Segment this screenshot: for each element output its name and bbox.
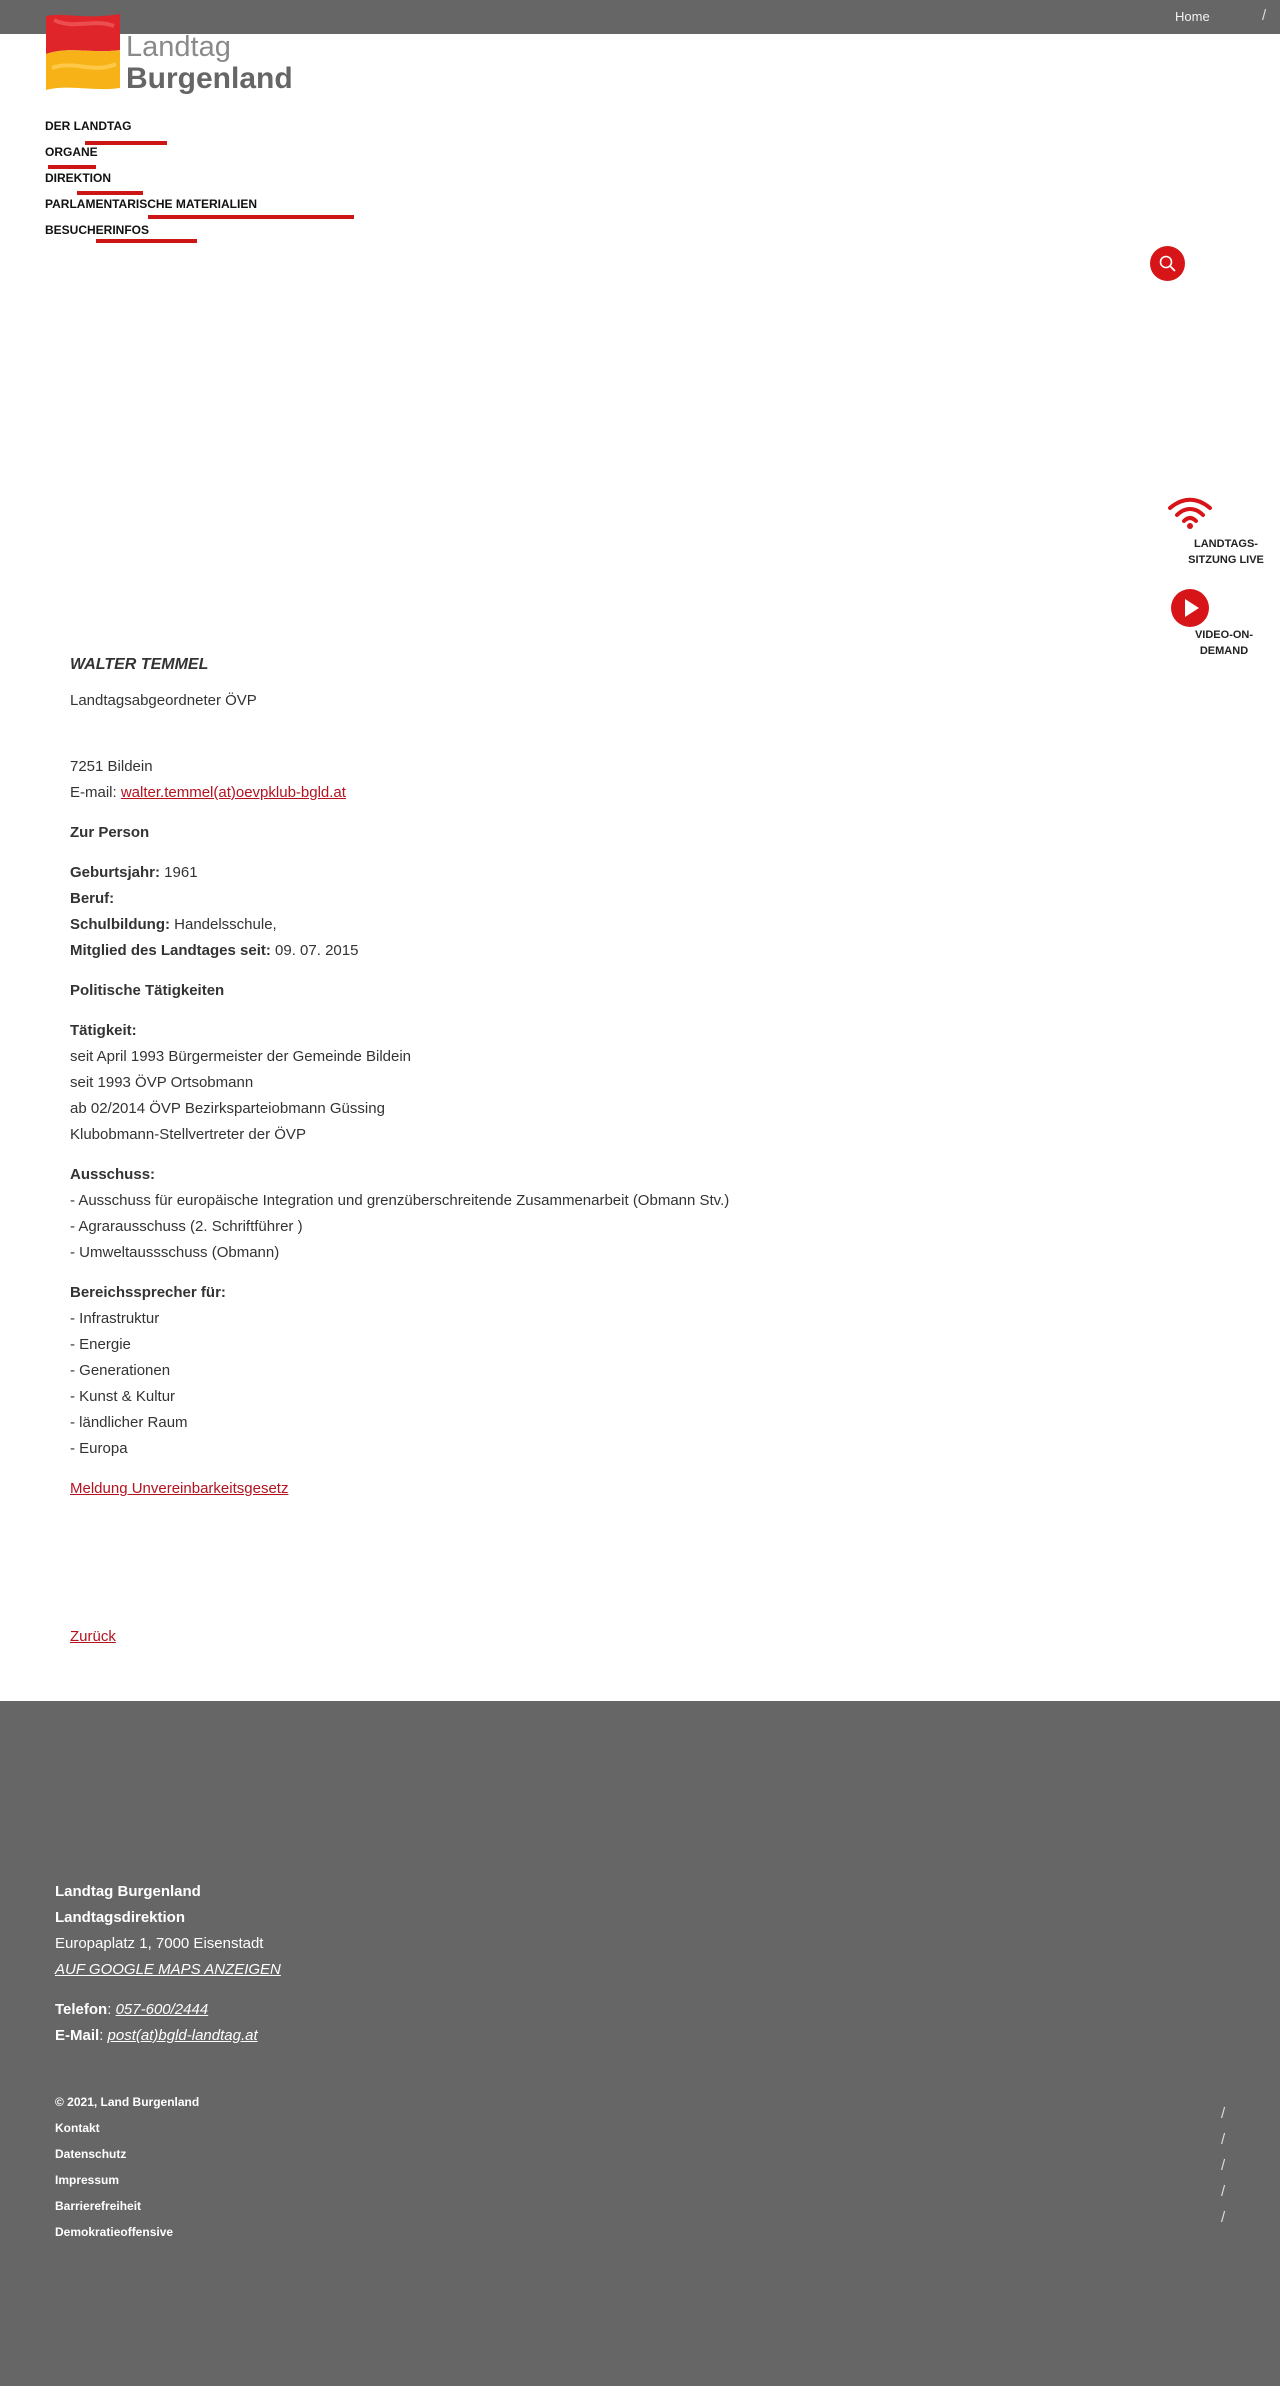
person-email-row [70,780,970,806]
nav-item-direktion[interactable] [45,171,257,197]
nav-underline [77,191,143,195]
search-button[interactable] [1150,246,1185,281]
person-role: Landtagsabgeordneter ÖVP [70,692,257,709]
vod-label-line2: DEMAND [1199,645,1249,657]
committee-item: - Umweltaussschuss (Obmann) [70,1244,280,1261]
footer-link-contact[interactable]: Kontakt [55,2121,100,2135]
footer-link-imprint[interactable]: Impressum [55,2173,120,2187]
footer-separator: / [1221,2105,1226,2122]
spacer [70,964,970,978]
live-label-line1: LANDTAGS- [1194,538,1258,550]
copyright: © 2021, Land Burgenland [55,2095,200,2109]
footer-email-link[interactable]: post(at)bgld-landtag.at [107,2027,258,2044]
profession-label: Beruf: [70,890,115,907]
person-address: 7251 Bildein [70,758,153,775]
committee-item: - Ausschuss für europäische Integration und grenzüberschreitende Zusammenarbeit (Obmann Stv.) [70,1192,730,1209]
home-link[interactable]: Home [1175,9,1210,24]
person-name: WALTER TEMMEL [70,656,209,673]
footer-separator: / [1221,2183,1226,2200]
activity-label: Tätigkeit: [70,1022,137,1039]
member-since-row [70,938,970,964]
education-value: Handelsschule, [169,916,277,933]
spacer [55,1983,281,1997]
profession-row [70,886,970,912]
nav-underline [148,215,354,219]
nav-label: ORGANE [45,145,98,159]
member-since-value: 09. 07. 2015 [270,942,359,959]
top-bar-separator: / [1262,7,1267,24]
phone-link[interactable]: 057-600/2444 [115,2001,209,2018]
section-heading-politics: Politische Tätigkeiten [70,982,225,999]
activity-item: ab 02/2014 ÖVP Bezirksparteiobmann Güssing [70,1100,385,1117]
footer-address [55,1879,281,2049]
footer [0,1701,1280,2386]
spacer [70,806,970,820]
nav-underline [48,165,96,169]
footer-email-label: E-Mail [55,2027,100,2044]
footer-link-privacy[interactable]: Datenschutz [55,2147,127,2161]
spokesperson-item: - Kunst & Kultur [70,1388,176,1405]
birth-year-row [70,860,970,886]
nav-label: DIREKTION [45,171,111,185]
google-maps-link[interactable]: AUF GOOGLE MAPS ANZEIGEN [55,1961,281,1978]
education-label: Schulbildung: [70,916,170,933]
spacer [70,1502,970,1624]
nav-underline [96,239,197,243]
search-icon [1159,255,1176,272]
birth-year-label: Geburtsjahr: [70,864,161,881]
wifi-broadcast-icon [1168,496,1212,530]
activity-item: seit April 1993 Bürgermeister der Gemeinde Bildein [70,1048,412,1065]
footer-separator: / [1221,2131,1226,2148]
person-detail [70,652,970,1650]
site-logo[interactable] [44,10,293,100]
spacer [70,1266,970,1280]
spokesperson-item: - ländlicher Raum [70,1414,188,1431]
live-session-link[interactable] [1168,496,1280,570]
nav-item-organe[interactable] [45,145,257,171]
activity-item: Klubobmann-Stellvertreter der ÖVP [70,1126,306,1143]
education-row [70,912,970,938]
incompatibility-report-link[interactable]: Meldung Unvereinbarkeitsgesetz [70,1480,289,1497]
main-nav [45,119,257,249]
committee-item: - Agrarausschuss (2. Schriftführer ) [70,1218,303,1235]
activity-item: seit 1993 ÖVP Ortsobmann [70,1074,254,1091]
footer-phone-row: Telefon: 057-600/2444 [55,2001,209,2018]
person-email-link[interactable]: walter.temmel(at)oevpklub-bgld.at [120,784,346,801]
vod-label-line1: VIDEO-ON- [1194,629,1254,641]
logo-text-burgenland: Burgenland [126,62,293,95]
spokesperson-item: - Energie [70,1336,131,1353]
live-session-label [1168,536,1280,568]
footer-link-democracy[interactable]: Demokratieoffensive [55,2225,174,2239]
footer-email-row: E-Mail: post(at)bgld-landtag.at [55,2027,258,2044]
burgenland-flag-icon [44,10,122,92]
spacer [70,1148,970,1162]
section-heading-person: Zur Person [70,824,150,841]
footer-link-accessibility[interactable]: Barrierefreiheit [55,2199,142,2213]
footer-org-department: Landtagsdirektion [55,1909,186,1926]
spacer [70,846,970,860]
footer-separator: / [1221,2157,1226,2174]
play-icon [1171,589,1209,627]
footer-separator: / [1221,2209,1226,2226]
logo-text-landtag: Landtag [126,31,231,63]
phone-label: Telefon [55,2001,108,2018]
video-on-demand-link[interactable] [1168,589,1280,663]
spokesperson-label: Bereichssprecher für: [70,1284,226,1301]
footer-street: Europaplatz 1, 7000 Eisenstadt [55,1935,264,1952]
email-label: E-mail: [70,784,121,801]
nav-item-der-landtag[interactable] [45,119,257,145]
spacer [70,1462,970,1476]
video-on-demand-label [1182,627,1266,659]
nav-item-parlamentarische-materialien[interactable] [45,197,257,223]
member-since-label: Mitglied des Landtages seit: [70,942,271,959]
back-link[interactable]: Zurück [70,1628,116,1645]
nav-label: BESUCHERINFOS [45,223,150,237]
birth-year-value: 1961 [160,864,198,881]
committee-label: Ausschuss: [70,1166,156,1183]
footer-links [55,2089,199,2245]
footer-separators [1221,2101,1225,2231]
nav-label: PARLAMENTARISCHE MATERIALIEN [45,197,257,211]
nav-label: DER LANDTAG [45,119,132,133]
live-label-line2: SITZUNG LIVE [1188,554,1264,566]
spacer [70,1004,970,1018]
footer-org-name: Landtag Burgenland [55,1883,201,1900]
spokesperson-item: - Infrastruktur [70,1310,160,1327]
spokesperson-item: - Generationen [70,1362,171,1379]
spacer [70,714,970,754]
nav-item-besucherinfos[interactable] [45,223,257,249]
spokesperson-item: - Europa [70,1440,128,1457]
